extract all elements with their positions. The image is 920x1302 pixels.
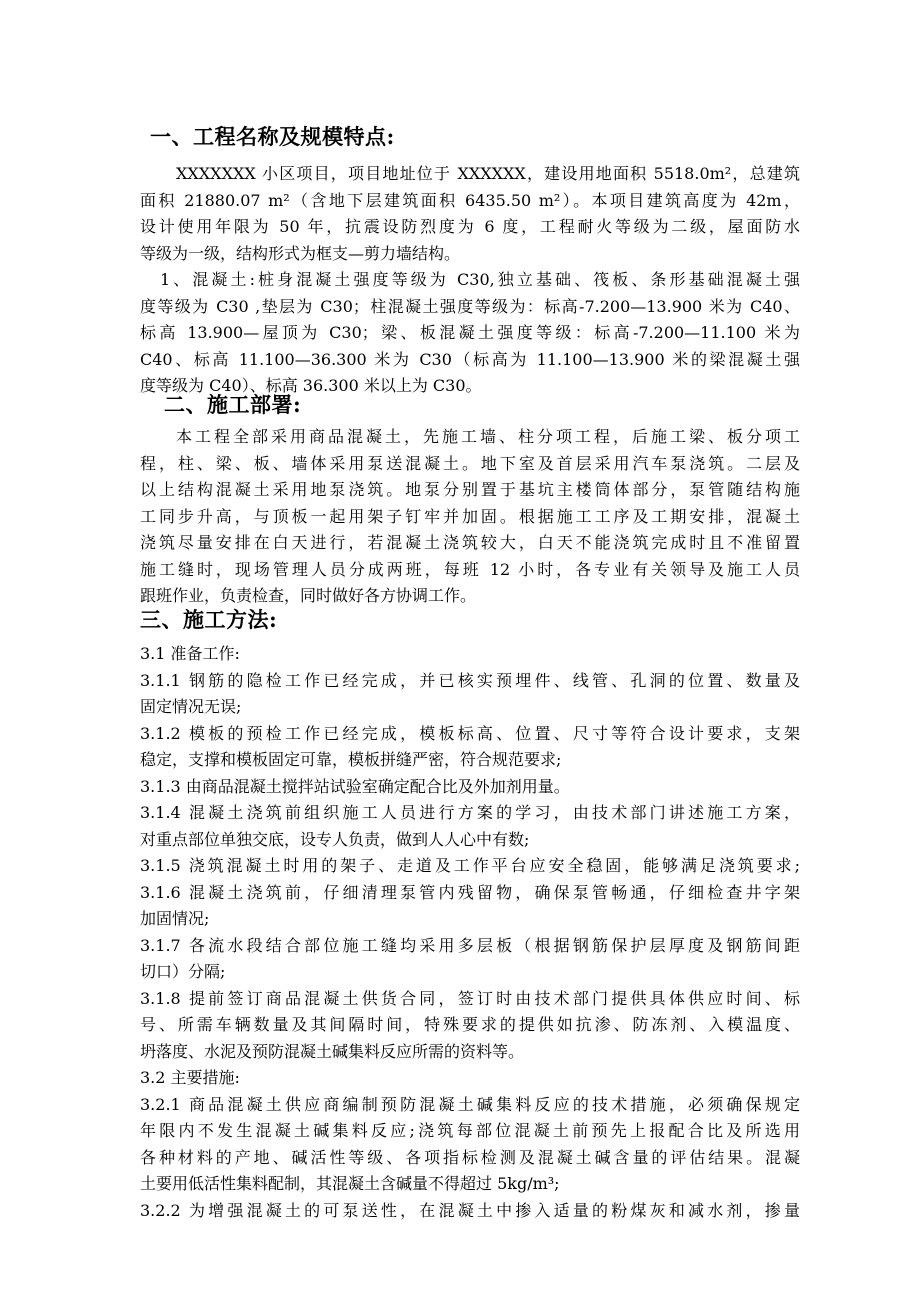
text-line: 3.1.8 提前签订商品混凝土供货合同，签订时由技术部门提供具体供应时间、标: [140, 988, 800, 1008]
text-line: 各种材料的产地、碱活性等级、各项指标检测及混凝土碱含量的评估结果。混凝: [140, 1147, 800, 1167]
text-line: 浇筑尽量安排在白天进行，若混凝土浇筑较大，白天不能浇筑完成时且不准留置: [140, 533, 800, 552]
text-line: 固定情况无误;: [140, 697, 242, 716]
text-line: 程，柱、梁、板、墙体采用泵送混凝土。地下室及首层采用汽车泵浇筑。二层及: [140, 453, 800, 473]
subheading-3-2: 3.2 主要措施:: [140, 1068, 240, 1087]
text-line: 标高 13.900—屋顶为 C30；梁、板混凝土强度等级：标高-7.200—11.100 米为: [140, 323, 800, 342]
text-line: C40、标高 11.100—36.300 米为 C30（标高为 11.100—13.900 米的梁混凝土强: [140, 349, 800, 369]
text-line: 跟班作业，负责检查，同时做好各方协调工作。: [140, 586, 477, 605]
text-line: 3.1.2 模板的预检工作已经完成，模板标高、位置、尺寸等符合设计要求，支架: [140, 723, 800, 743]
text-line: 号、所需车辆数量及其间隔时间，特殊要求的提供如抗渗、防冻剂、入模温度、: [140, 1015, 800, 1034]
concrete-grade-paragraph: [140, 267, 800, 400]
section-heading-3: 三、施工方法:: [140, 607, 278, 632]
text-line: 本工程全部采用商品混凝土，先施工墙、柱分项工程，后施工梁、板分项工: [176, 427, 800, 446]
text-line: 3.1.4 混凝土浇筑前组织施工人员进行方案的学习，由技术部门讲述施工方案，: [140, 803, 800, 822]
text-line: 设计使用年限为 50 年，抗震设防烈度为 6 度，工程耐火等级为二级，屋面防水: [140, 217, 800, 236]
text-line: 以上结构混凝土采用地泵浇筑。地泵分别置于基坑主楼筒体部分，泵管随结构施: [140, 480, 800, 499]
section-1-intro-paragraph: [140, 161, 800, 267]
text-line: 加固情况;: [140, 909, 210, 928]
text-line: 3.1.5 浇筑混凝土时用的架子、走道及工作平台应安全稳固，能够满足浇筑要求;: [140, 856, 800, 875]
text-line: 对重点部位单独交底，设专人负责，做到人人心中有数;: [140, 829, 530, 849]
text-line: 度等级为 C30 ,垫层为 C30；柱混凝土强度等级为：标高-7.200—13.900 米为 C40、: [140, 296, 800, 316]
text-line: 3.2.2 为增强混凝土的可泵送性，在混凝土中掺入适量的粉煤灰和减水剂，掺量: [140, 1200, 800, 1220]
section-3-body: [140, 641, 800, 1224]
text-line: 施工缝时，现场管理人员分成两班，每班 12 小时，各专业有关领导及施工人员: [140, 559, 800, 579]
text-line: 度等级为 C40）、标高 36.300 米以上为 C30。: [140, 376, 482, 395]
section-2-paragraph: [140, 424, 800, 610]
subheading-3-1: 3.1 准备工作:: [140, 644, 240, 663]
section-heading-2: 二、施工部署:: [164, 392, 302, 417]
text-line: 3.1.3 由商品混凝土搅拌站试验室确定配合比及外加剂用量。: [140, 776, 570, 796]
text-line: 稳定，支撑和模板固定可靠，模板拼缝严密，符合规范要求;: [140, 750, 562, 769]
text-line: 等级为一级，结构形式为框支—剪力墙结构。: [140, 243, 461, 263]
section-heading-1: 一、工程名称及规模特点:: [150, 124, 395, 149]
text-line: 面积 21880.07 m²（含地下层建筑面积 6435.50 m²）。本项目建筑高度为 42m，: [140, 190, 800, 210]
text-line: 土要用低活性集料配制，其混凝土含碱量不得超过 5kg/m³;: [140, 1174, 560, 1193]
text-line: 1、混凝土:桩身混凝土强度等级为 C30,独立基础、筏板、条形基础混凝土强: [160, 270, 800, 289]
text-line: 3.2.1 商品混凝土供应商编制预防混凝土碱集料反应的技术措施，必须确保规定: [140, 1094, 800, 1114]
text-line: 工同步升高，与顶板一起用架子钉牢并加固。根据施工工序及工期安排，混凝土: [140, 506, 800, 526]
text-line: 3.1.1 钢筋的隐检工作已经完成，并已核实预埋件、线管、孔洞的位置、数量及: [140, 670, 800, 690]
text-line: 年限内不发生混凝土碱集料反应;浇筑每部位混凝土前预先上报配合比及所选用: [140, 1121, 800, 1140]
text-line: XXXXXXX 小区项目，项目地址位于 XXXXXX，建设用地面积 5518.0m²，总建筑: [176, 164, 800, 183]
text-line: 切口）分隔;: [140, 962, 226, 981]
text-line: 坍落度、水泥及预防混凝土碱集料反应所需的资料等。: [140, 1041, 525, 1061]
text-line: 3.1.7 各流水段结合部位施工缝均采用多层板（根据钢筋保护层厚度及钢筋间距: [140, 935, 800, 955]
text-line: 3.1.6 混凝土浇筑前，仔细清理泵管内残留物，确保泵管畅通，仔细检查井字架: [140, 882, 800, 902]
